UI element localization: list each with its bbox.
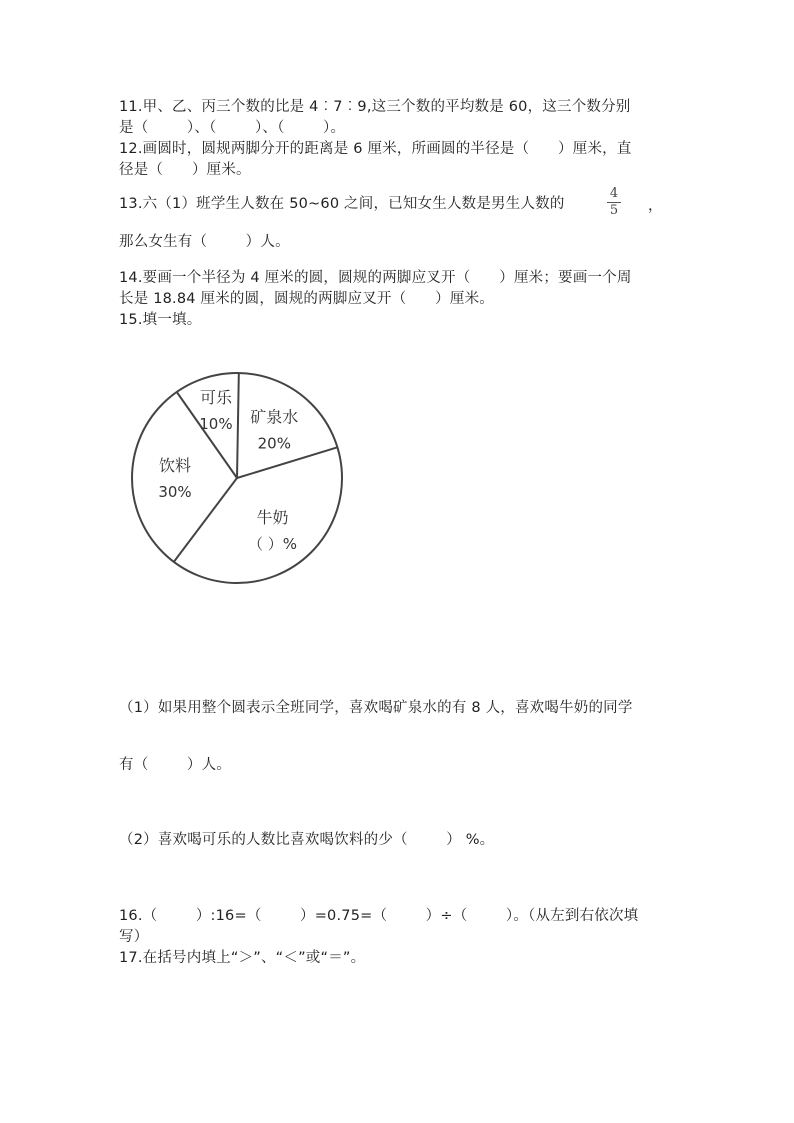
slice-value-2: 20% xyxy=(257,434,291,453)
q14-line1: 14.要画一个半径为 4 厘米的圆，圆规的两脚应叉开（ ）厘米；要画一个周 xyxy=(119,270,632,286)
q13-comma: ， xyxy=(648,198,663,214)
fraction-four-fifths xyxy=(605,187,623,218)
q16-line1: 16.（ ）:16=（ ）=0.75=（ ）÷（ ）。（从左到右依次填 xyxy=(119,908,639,924)
slice-value-4: 30% xyxy=(158,482,192,501)
slice-label-2: 矿泉水 xyxy=(250,407,299,427)
slice-value-3: （ ）% xyxy=(248,534,298,553)
fraction-denominator: 5 xyxy=(609,203,619,218)
fraction-numerator: 4 xyxy=(609,186,619,201)
q11-line2: 是（ ）、（ ）、（ ）。 xyxy=(119,120,346,136)
q11-line1: 11.甲、乙、丙三个数的比是 4︰7︰9,这三个数的平均数是 60，这三个数分别 xyxy=(119,99,631,115)
q15-sub1-line1: （1）如果用整个圆表示全班同学，喜欢喝矿泉水的有 8 人，喜欢喝牛奶的同学 xyxy=(119,700,633,716)
q17-line1: 17.在括号内填上“＞”、“＜”或“＝”。 xyxy=(119,950,366,966)
q15-title: 15.填一填。 xyxy=(119,312,202,328)
pie-divider-2 xyxy=(237,373,239,478)
q15-sub1-line2: 有（ ）人。 xyxy=(119,757,231,773)
pie-chart xyxy=(120,360,350,595)
q13-line1: 13.六（1）班学生人数在 50~60 之间，已知女生人数是男生人数的 xyxy=(119,196,565,212)
slice-value-1: 10% xyxy=(199,415,233,434)
q16-line2: 写） xyxy=(119,929,149,945)
q15-sub2: （2）喜欢喝可乐的人数比喜欢喝饮料的少（ ） %。 xyxy=(119,832,495,848)
q12-line1: 12.画圆时，圆规两脚分开的距离是 6 厘米，所画圆的半径是（ ）厘米，直 xyxy=(119,141,632,157)
slice-label-3: 牛奶 xyxy=(256,507,289,527)
slice-label-4: 饮料 xyxy=(159,455,192,475)
q13-line2: 那么女生有（ ）人。 xyxy=(119,234,290,250)
q14-line2: 长是 18.84 厘米的圆，圆规的两脚应叉开（ ）厘米。 xyxy=(119,291,494,307)
slice-label-1: 可乐 xyxy=(199,388,232,408)
q12-line2: 径是（ ）厘米。 xyxy=(119,162,251,178)
